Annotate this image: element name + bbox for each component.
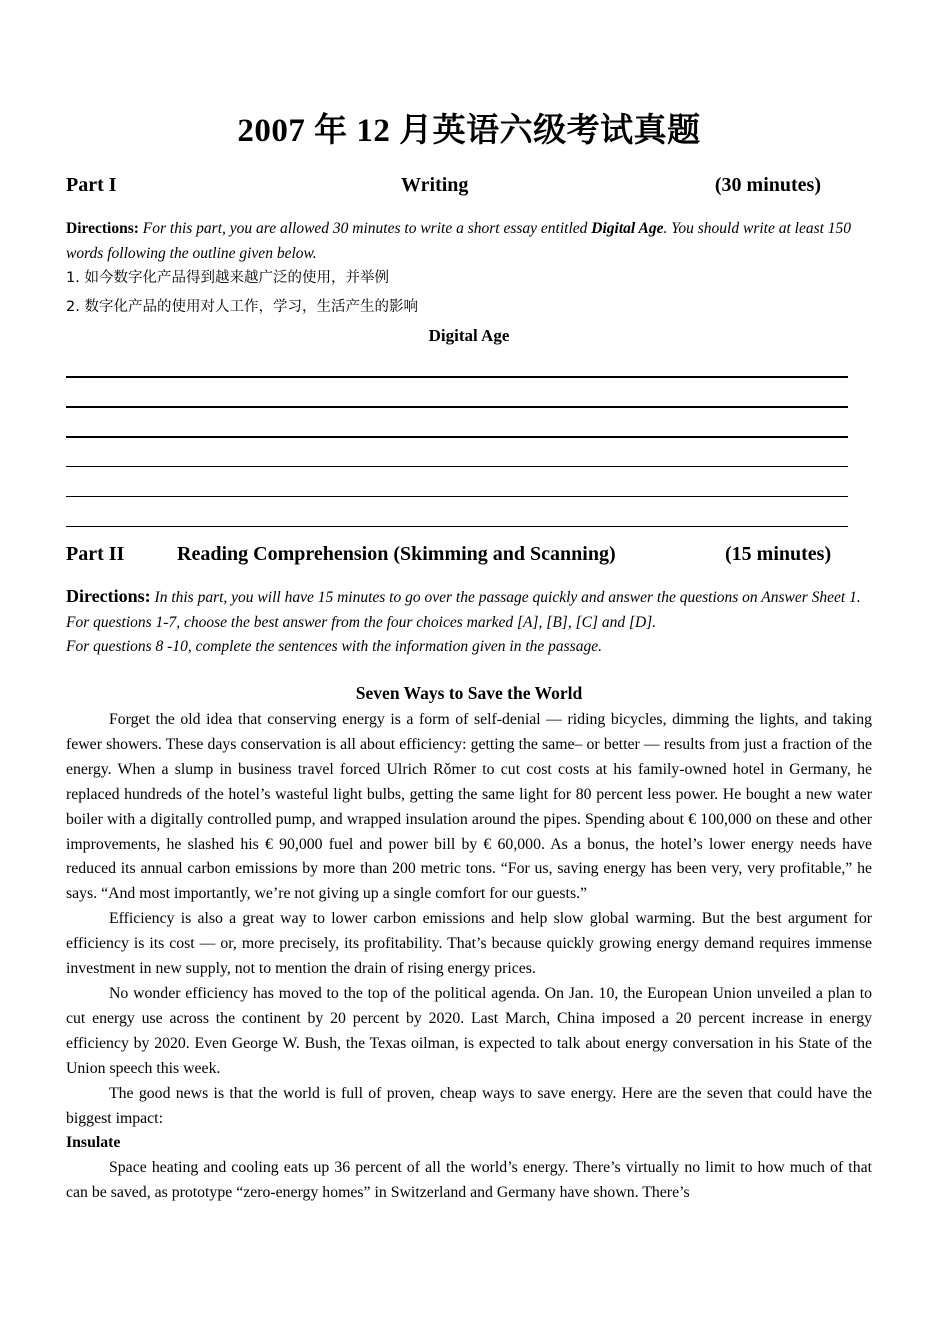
passage-paragraph: No wonder efficiency has moved to the top of the political agenda. On Jan. 10, the European Union unveiled a plan to cut energy use across the continent by 20 percent by 2020. Last March, China imposed a 20 percent increase in energy efficiency by 2020. Even George W. Bush, the Texas oilman, is expected to talk about energy conversation in his State of the Union speech this week. — [66, 984, 872, 1077]
outline-item-2: 2. 数字化产品的使用对人工作，学习，生活产生的影响 — [66, 299, 418, 315]
writing-line — [66, 376, 848, 378]
directions-post: . You should write at least 150 words following the outline given below. — [66, 220, 852, 262]
writing-line — [66, 466, 848, 467]
part1-time: (30 minutes) — [714, 174, 821, 196]
writing-line — [66, 436, 848, 438]
part2-name: Reading Comprehension (Skimming and Scanning) — [177, 543, 616, 565]
part1-directions-text — [66, 220, 851, 262]
passage-paragraph: Efficiency is also a great way to lower carbon emissions and help slow global warming. But the best argument for efficiency is its cost — or, more precisely, its profitability. That’s because quickly growing energy demand requires immense investment in new supply, not to mention the drain of rising energy prices. — [66, 910, 872, 978]
part1-label: Part I — [66, 174, 117, 196]
writing-line — [66, 406, 848, 408]
essay-topic: Digital Age — [591, 220, 664, 237]
part1-directions — [66, 216, 872, 266]
part2-directions-line-2: For questions 1-7, choose the best answer from the four choices marked [A], [B], [C] and [D]. — [66, 613, 657, 631]
writing-line — [66, 526, 848, 527]
passage-paragraph: The good news is that the world is full of proven, cheap ways to save energy. Here are the seven that could have the biggest impact: — [66, 1084, 872, 1127]
part2-directions-line-3: For questions 8 -10, complete the sentences with the information given in the passage. — [66, 638, 602, 655]
section-heading: Insulate — [66, 1134, 121, 1152]
writing-line — [66, 496, 848, 497]
passage-title: Seven Ways to Save the World — [355, 683, 583, 703]
part2-label: Part II — [66, 543, 125, 565]
passage-paragraph: Space heating and cooling eats up 36 percent of all the world’s energy. There’s virtually no limit to how much of that can be saved, as prototype “zero-energy homes” in Switzerland and Germany have shown. There’s — [66, 1159, 872, 1202]
passage-paragraph: Forget the old idea that conserving energy is a form of self-denial — riding bicycles, dimming the lights, and taking fewer showers. These days conservation is all about efficiency: getting the same– or better — results from just a fraction of the energy. When a slump in business travel forced Ulrich Rǒmer to cut cost costs at his family-owned hotel in Germany, he replaced hundreds of the hotel’s wasteful light bulbs, getting the same light for 80 percent less power. He bought a new water boiler with a digitally controlled pump, and wrapped insulation around the pipes. Spending about € 100,000 on these and other improvements, he slashed his € 90,000 fuel and power bill by € 60,000. As a bonus, the hotel’s lower energy needs have reduced its annual carbon emissions by more than 200 metric tons. “For us, saving energy has been very, very profitable,” he says. “And most importantly, we’re not giving up a single comfort for our guests.” — [66, 711, 872, 903]
part2-directions-line-1: In this part, you will have 15 minutes to go over the passage quickly and answer the questions on Answer Sheet 1. — [154, 589, 861, 606]
part2-directions-label: Directions: — [66, 586, 151, 606]
part1-name: Writing — [401, 174, 469, 196]
page-title: 2007 年 12 月英语六级考试真题 — [237, 113, 701, 149]
part2-directions — [66, 584, 872, 660]
passage-body — [66, 708, 872, 1206]
outline-item-1: 1. 如今数字化产品得到越来越广泛的使用，并举例 — [66, 270, 389, 286]
part2-time: (15 minutes) — [725, 543, 832, 565]
part1-directions-label: Directions: — [66, 220, 139, 237]
directions-pre: For this part, you are allowed 30 minutes to write a short essay entitled — [142, 220, 592, 237]
essay-title: Digital Age — [428, 326, 510, 345]
